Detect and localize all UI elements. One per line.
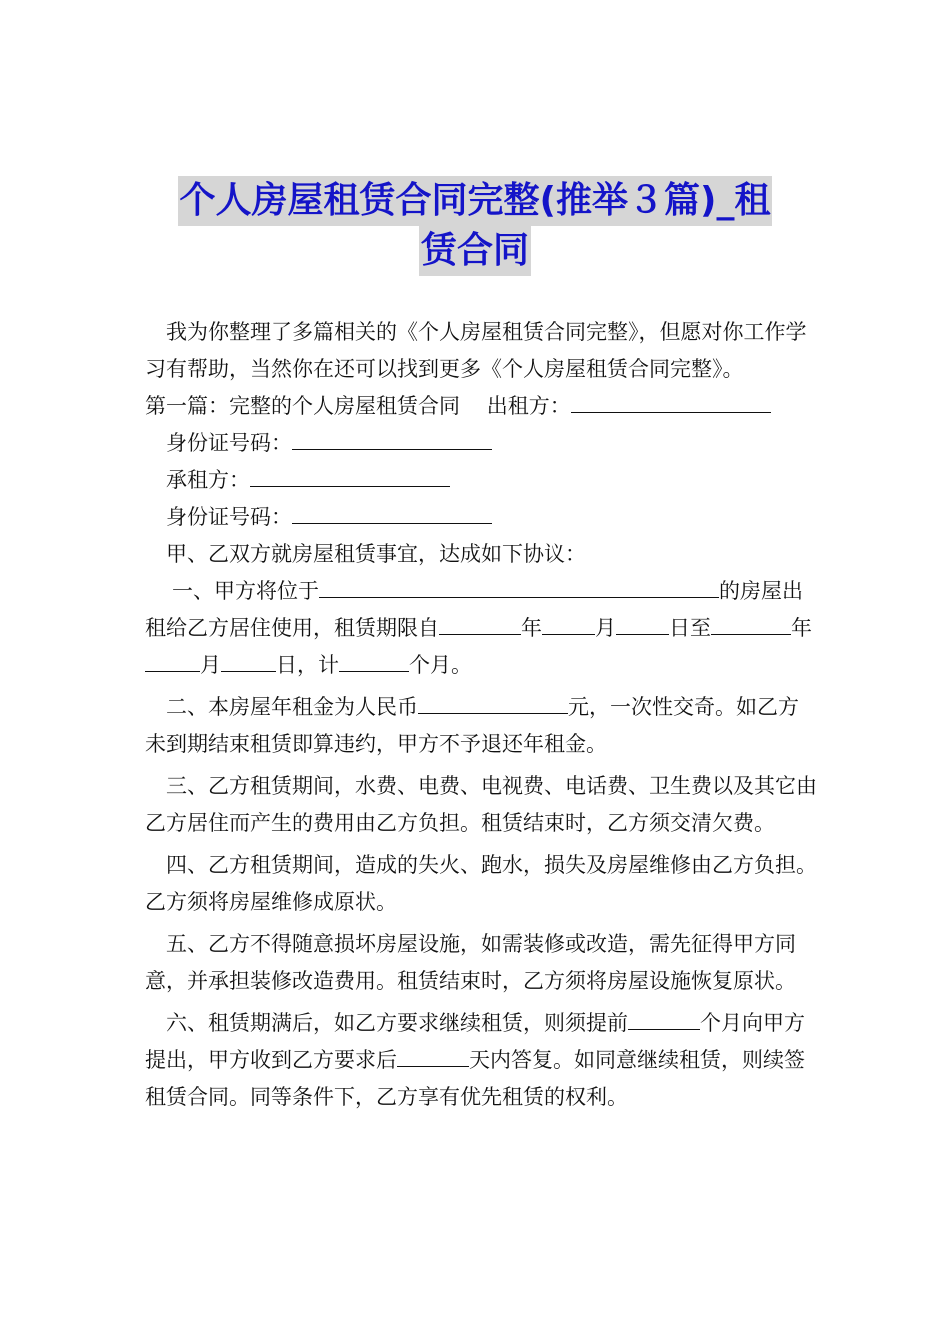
end-month-blank bbox=[145, 650, 200, 672]
end-day-blank bbox=[221, 650, 276, 672]
document-body bbox=[145, 314, 817, 1116]
title-line-2: 赁合同 bbox=[419, 226, 531, 276]
lessee-label: 承租方： bbox=[166, 468, 250, 492]
lessor-blank bbox=[571, 391, 771, 413]
clause-1-to-label: 日至 bbox=[669, 616, 711, 640]
clause-1 bbox=[145, 573, 817, 684]
clause-4: 四、乙方租赁期间，造成的失火、跑水，损失及房屋维修由乙方负担。乙方须将房屋维修成原状。 bbox=[145, 853, 817, 914]
clause-6-text-b: 个月向甲方提出，甲方收到乙方要求后 bbox=[145, 1011, 805, 1072]
clause-1-text-a: 一、甲方将位于 bbox=[172, 579, 319, 603]
section1-heading-line bbox=[145, 388, 817, 425]
clause-6 bbox=[145, 1005, 817, 1116]
clause-2 bbox=[145, 689, 817, 763]
address-blank bbox=[319, 576, 719, 598]
clause-3: 三、乙方租赁期间，水费、电费、电视费、电话费、卫生费以及其它由乙方居住而产生的费用由乙方负担。租赁结束时，乙方须交清欠费。 bbox=[145, 774, 817, 835]
section1-heading: 第一篇：完整的个人房屋租赁合同 bbox=[145, 394, 460, 418]
clause-1-end-year-label: 年 bbox=[791, 616, 812, 640]
months-blank bbox=[339, 650, 409, 672]
lessor-id-blank bbox=[292, 428, 492, 450]
clause-6-text-c: 天内答复。如同意继续租赁，则续签租赁合同。同等条件下，乙方享有优先租赁的权利。 bbox=[145, 1048, 805, 1109]
lessee-id-label: 身份证号码： bbox=[166, 505, 292, 529]
clause-2-text-b: 元，一次性交奇。如乙方未到期结束租赁即算违约，甲方不予退还年租金。 bbox=[145, 695, 799, 756]
lessee-line bbox=[145, 462, 817, 499]
clause-1-total-label: 日，计 bbox=[276, 653, 339, 677]
document-title bbox=[0, 176, 950, 276]
clause-1-month-label: 月 bbox=[595, 616, 616, 640]
reply-days-blank bbox=[397, 1045, 469, 1067]
clause-5: 五、乙方不得随意损坏房屋设施，如需装修或改造，需先征得甲方同意，并承担装修改造费用。租赁结束时，乙方须将房屋设施恢复原状。 bbox=[145, 932, 796, 993]
agreement-line: 甲、乙双方就房屋租赁事宜，达成如下协议： bbox=[166, 542, 586, 566]
lessee-blank bbox=[250, 465, 450, 487]
end-year-blank bbox=[711, 613, 791, 635]
lessor-id-label: 身份证号码： bbox=[166, 431, 292, 455]
rent-blank bbox=[418, 692, 568, 714]
clause-6-text-a: 六、租赁期满后，如乙方要求继续租赁，则须提前 bbox=[166, 1011, 628, 1035]
clause-1-end-month-label: 月 bbox=[200, 653, 221, 677]
intro-paragraph: 我为你整理了多篇相关的《个人房屋租赁合同完整》，但愿对你工作学习有帮助，当然你在还可以找到更多《个人房屋租赁合同完整》。 bbox=[145, 320, 807, 381]
lessee-id-blank bbox=[292, 502, 492, 524]
notice-months-blank bbox=[628, 1008, 700, 1030]
lessee-id-line bbox=[145, 499, 817, 536]
clause-1-year-label: 年 bbox=[521, 616, 542, 640]
lessor-id-line bbox=[145, 425, 817, 462]
start-year-blank bbox=[439, 613, 521, 635]
clause-1-months-label: 个月。 bbox=[409, 653, 472, 677]
title-line-1: 个人房屋租赁合同完整(推举３篇)_租 bbox=[178, 176, 773, 226]
start-day-blank bbox=[616, 613, 669, 635]
lessor-label: 出租方： bbox=[486, 394, 571, 418]
start-month-blank bbox=[542, 613, 595, 635]
clause-2-text-a: 二、本房屋年租金为人民币 bbox=[166, 695, 418, 719]
clause-1-text-b: 的房屋出租给乙方居住使用，租赁期限自 bbox=[145, 579, 803, 640]
